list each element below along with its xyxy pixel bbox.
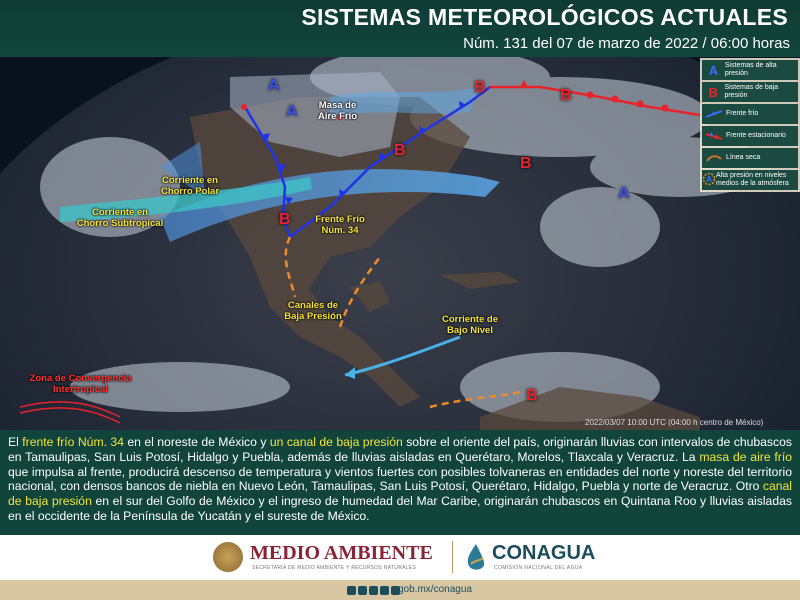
- legend-dry-line: Línea seca: [702, 148, 798, 168]
- upper-high-icon: [702, 172, 716, 189]
- high-pressure-marker: A: [286, 103, 298, 120]
- twitter-icon[interactable]: [358, 586, 367, 595]
- cold-front-icon: [702, 107, 726, 122]
- low-pressure-marker: B: [394, 142, 406, 159]
- header-banner: [0, 0, 800, 57]
- satellite-map: [0, 57, 800, 430]
- stationary-front-icon: [702, 129, 726, 144]
- high-pressure-marker: A: [618, 185, 630, 202]
- low-pressure-marker: B: [526, 387, 538, 404]
- highlight-term: masa de aire frío: [699, 449, 793, 464]
- instagram-icon[interactable]: [380, 586, 389, 595]
- highlight-term: un canal de baja presión: [269, 435, 403, 449]
- low-pressure-marker: B: [279, 211, 291, 228]
- website-link[interactable]: gob.mx/conagua: [398, 584, 472, 595]
- label-itcz: Zona de Convergencia Intertropical: [29, 373, 132, 395]
- medio-ambiente-logo: MEDIO AMBIENTE: [250, 542, 433, 564]
- dry-line-icon: [702, 151, 726, 166]
- low-pressure-marker: B: [560, 87, 572, 104]
- social-icons: [347, 586, 400, 595]
- bulletin-subtitle: Núm. 131 del 07 de marzo de 2022 / 06:00 horas: [463, 35, 790, 52]
- medio-ambiente-subtitle: SECRETARÍA DE MEDIO AMBIENTE Y RECURSOS NATURALES: [252, 565, 417, 571]
- label-subtropical-jet: Corriente en Chorro Subtropical: [76, 207, 164, 229]
- legend-upper-high: A Alta presión en niveles medios de la atmósfera: [702, 170, 798, 190]
- forecast-text: El frente frío Núm. 34 en el noreste de México y un canal de baja presión sobre el oriente del país, originarán lluvias con intervalos de chubascos en Tamaulipas, San Luis Potosí, Hidalgo y Puebla, además de lluvias aisladas en Querétaro, Morelos, Tlaxcala y Veracruz. La masa de aire frío que impulsa al frente, producirá descenso de temperatura y vientos fuertes con posibles tolvaneras en entidades del norte y noreste del territorio nacional, con densos bancos de niebla en Nuevo León, Tamaulipas, San Luis Potosí, Querétaro, Hidalgo, Puebla y norte de Veracruz. Otro canal de baja presión en el sur del Golfo de México y el ingreso de humedad del Mar Caribe, originarán chubascos en Quintana Roo y lluvias aisladas en el occidente de la Península de Yucatán y el sureste de México.: [8, 435, 793, 523]
- highlight-term: canal de baja presión: [8, 479, 792, 509]
- low-pressure-marker: B: [474, 79, 486, 96]
- label-low-level-current: Corriente de Bajo Nivel: [442, 314, 498, 336]
- legend-stationary-front: Frente estacionario: [702, 126, 798, 146]
- page-title: SISTEMAS METEOROLÓGICOS ACTUALES: [301, 4, 788, 30]
- label-cold-air-mass: Masa de Aire Frío: [317, 100, 358, 122]
- high-pressure-marker: A: [268, 77, 280, 94]
- forecast-description: [0, 430, 800, 535]
- map-legend: [700, 58, 800, 192]
- logo-divider: [452, 541, 453, 573]
- conagua-subtitle: COMISIÓN NACIONAL DEL AGUA: [494, 565, 583, 571]
- label-cold-front: Frente Frío Núm. 34: [315, 214, 365, 236]
- label-low-pressure-channels: Canales de Baja Presión: [284, 300, 342, 322]
- high-pressure-icon: A: [708, 62, 719, 78]
- highlight-term: frente frío Núm. 34: [22, 435, 124, 449]
- conagua-drop-icon: [463, 542, 489, 572]
- svg-text:A: A: [706, 174, 712, 184]
- low-pressure-icon: B: [708, 84, 718, 100]
- label-polar-jet: Corriente en Chorro Polar: [160, 175, 220, 197]
- facebook-icon[interactable]: [347, 586, 356, 595]
- youtube-icon[interactable]: [369, 586, 378, 595]
- legend-high-pressure: A Sistemas de alta presión: [702, 60, 798, 80]
- low-pressure-marker: B: [520, 155, 532, 172]
- conagua-logo: CONAGUA: [492, 542, 596, 564]
- image-timestamp: 2022/03/07 10:00 UTC (04:00 h centro de México): [585, 418, 764, 427]
- mexico-seal-icon: [213, 542, 243, 572]
- legend-cold-front: Frente frío: [702, 104, 798, 124]
- legend-low-pressure: B Sistemas de baja presión: [702, 82, 798, 102]
